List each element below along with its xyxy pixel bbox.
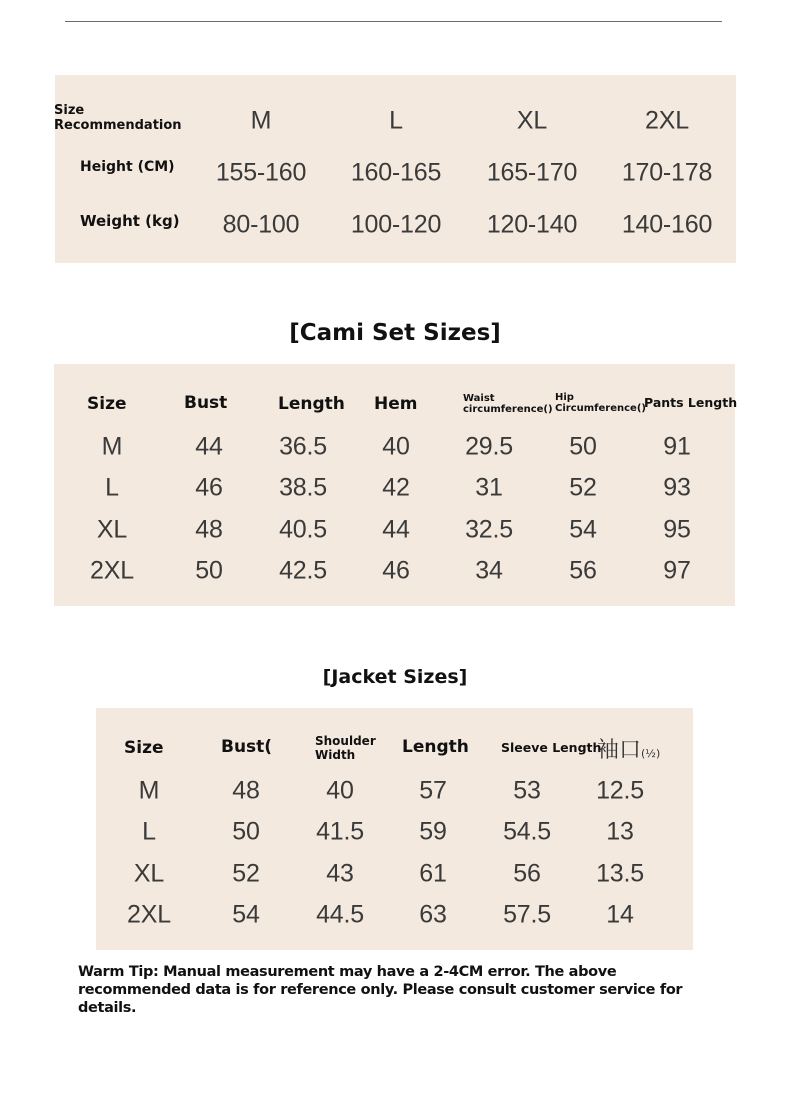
jacket-cuff: 14 [606,900,634,929]
jacket-bust: 48 [232,776,260,805]
jacket-bust: 50 [232,817,260,846]
jacket-shoulder: 40 [326,776,354,805]
size-recommendation-header [54,103,182,133]
cami-header-bust: Bust [184,393,228,413]
weight-label: Weight (kg) [80,212,180,230]
cami-header-hip-line2: Circumference() [555,403,646,414]
cami-header-hem: Hem [374,394,418,414]
cami-waist: 32.5 [465,515,513,544]
cami-section-title: [Cami Set Sizes] [289,320,501,346]
jacket-sleeve: 57.5 [503,900,551,929]
jacket-shoulder: 44.5 [316,900,364,929]
weight-l: 100-120 [350,210,442,239]
cami-waist: 34 [475,556,503,585]
cami-size-table [54,364,738,606]
cami-size: 2XL [90,556,134,585]
cami-length: 38.5 [279,473,327,502]
jacket-length: 59 [419,817,447,846]
cami-hip: 56 [569,556,597,585]
height-xl: 165-170 [486,158,578,187]
jacket-size: 2XL [127,900,171,929]
cami-length: 40.5 [279,515,327,544]
size-col-2xl: 2XL [645,106,689,135]
cami-bust: 48 [195,515,223,544]
jacket-section-title: [Jacket Sizes] [322,666,468,688]
cuff-half-note: (½) [641,747,661,760]
jacket-header-shoulder-line1: Shoulder [315,734,376,748]
jacket-header-shoulder-line2: Width [315,748,356,762]
cami-bust: 46 [195,473,223,502]
size-col-xl: XL [516,106,548,135]
size-col-l: L [389,106,403,135]
cami-pants: 95 [663,515,691,544]
jacket-header-length: Length [402,737,469,757]
cami-waist: 31 [475,473,503,502]
height-2xl: 170-178 [621,158,713,187]
jacket-cuff: 13 [606,817,634,846]
weight-2xl: 140-160 [621,210,713,239]
cami-length: 42.5 [279,556,327,585]
cuff-label: 袖口 [597,738,642,763]
jacket-shoulder: 43 [326,859,354,888]
cami-header-pants-length: Pants Length [644,395,738,410]
height-l: 160-165 [350,158,442,187]
jacket-header-size: Size [124,738,164,758]
jacket-length: 61 [419,859,447,888]
cami-hip: 50 [569,432,597,461]
size-recommendation-table [55,75,736,263]
top-divider [65,21,722,22]
jacket-header-shoulder [315,734,376,762]
cami-hem: 44 [382,515,410,544]
cami-size: M [101,432,123,461]
height-m: 155-160 [215,158,307,187]
jacket-cuff: 12.5 [596,776,644,805]
jacket-sleeve: 56 [513,859,541,888]
cami-waist: 29.5 [465,432,513,461]
jacket-sleeve: 54.5 [503,817,551,846]
jacket-length: 57 [419,776,447,805]
weight-m: 80-100 [222,210,300,239]
jacket-size: XL [133,859,165,888]
cami-pants: 97 [663,556,691,585]
cami-size: XL [96,515,128,544]
jacket-size-table [96,708,693,950]
cami-header-waist [463,393,553,415]
jacket-header-cuff [597,733,660,764]
jacket-shoulder: 41.5 [316,817,364,846]
jacket-size: M [138,776,160,805]
cami-bust: 50 [195,556,223,585]
jacket-size: L [142,817,156,846]
warm-tip-note: Warm Tip: Manual measurement may have a 2-4CM error. The above recommended data is for reference only. Please consult customer service for details. [78,964,683,1016]
cami-hem: 42 [382,473,410,502]
cami-header-hip-line1: Hip [555,392,574,403]
cami-hem: 40 [382,432,410,461]
header-line-size: Size [54,103,85,118]
cami-header-length: Length [278,394,345,414]
jacket-bust: 54 [232,900,260,929]
cami-pants: 91 [663,432,691,461]
cami-hem: 46 [382,556,410,585]
cami-header-size: Size [87,394,127,414]
weight-xl: 120-140 [486,210,578,239]
jacket-bust: 52 [232,859,260,888]
cami-header-waist-line1: Waist [463,393,495,404]
jacket-header-sleeve-length: Sleeve Length [501,740,602,755]
cami-pants: 93 [663,473,691,502]
cami-header-hip [555,392,646,414]
size-col-m: M [250,106,272,135]
cami-size: L [105,473,119,502]
jacket-cuff: 13.5 [596,859,644,888]
jacket-sleeve: 53 [513,776,541,805]
jacket-header-bust: Bust( [221,737,273,757]
cami-bust: 44 [195,432,223,461]
cami-hip: 54 [569,515,597,544]
cami-header-waist-line2: circumference() [463,404,553,415]
cami-hip: 52 [569,473,597,502]
height-label: Height (CM) [80,159,175,175]
cami-length: 36.5 [279,432,327,461]
jacket-length: 63 [419,900,447,929]
header-line-recommendation: Recommendation [54,118,182,133]
